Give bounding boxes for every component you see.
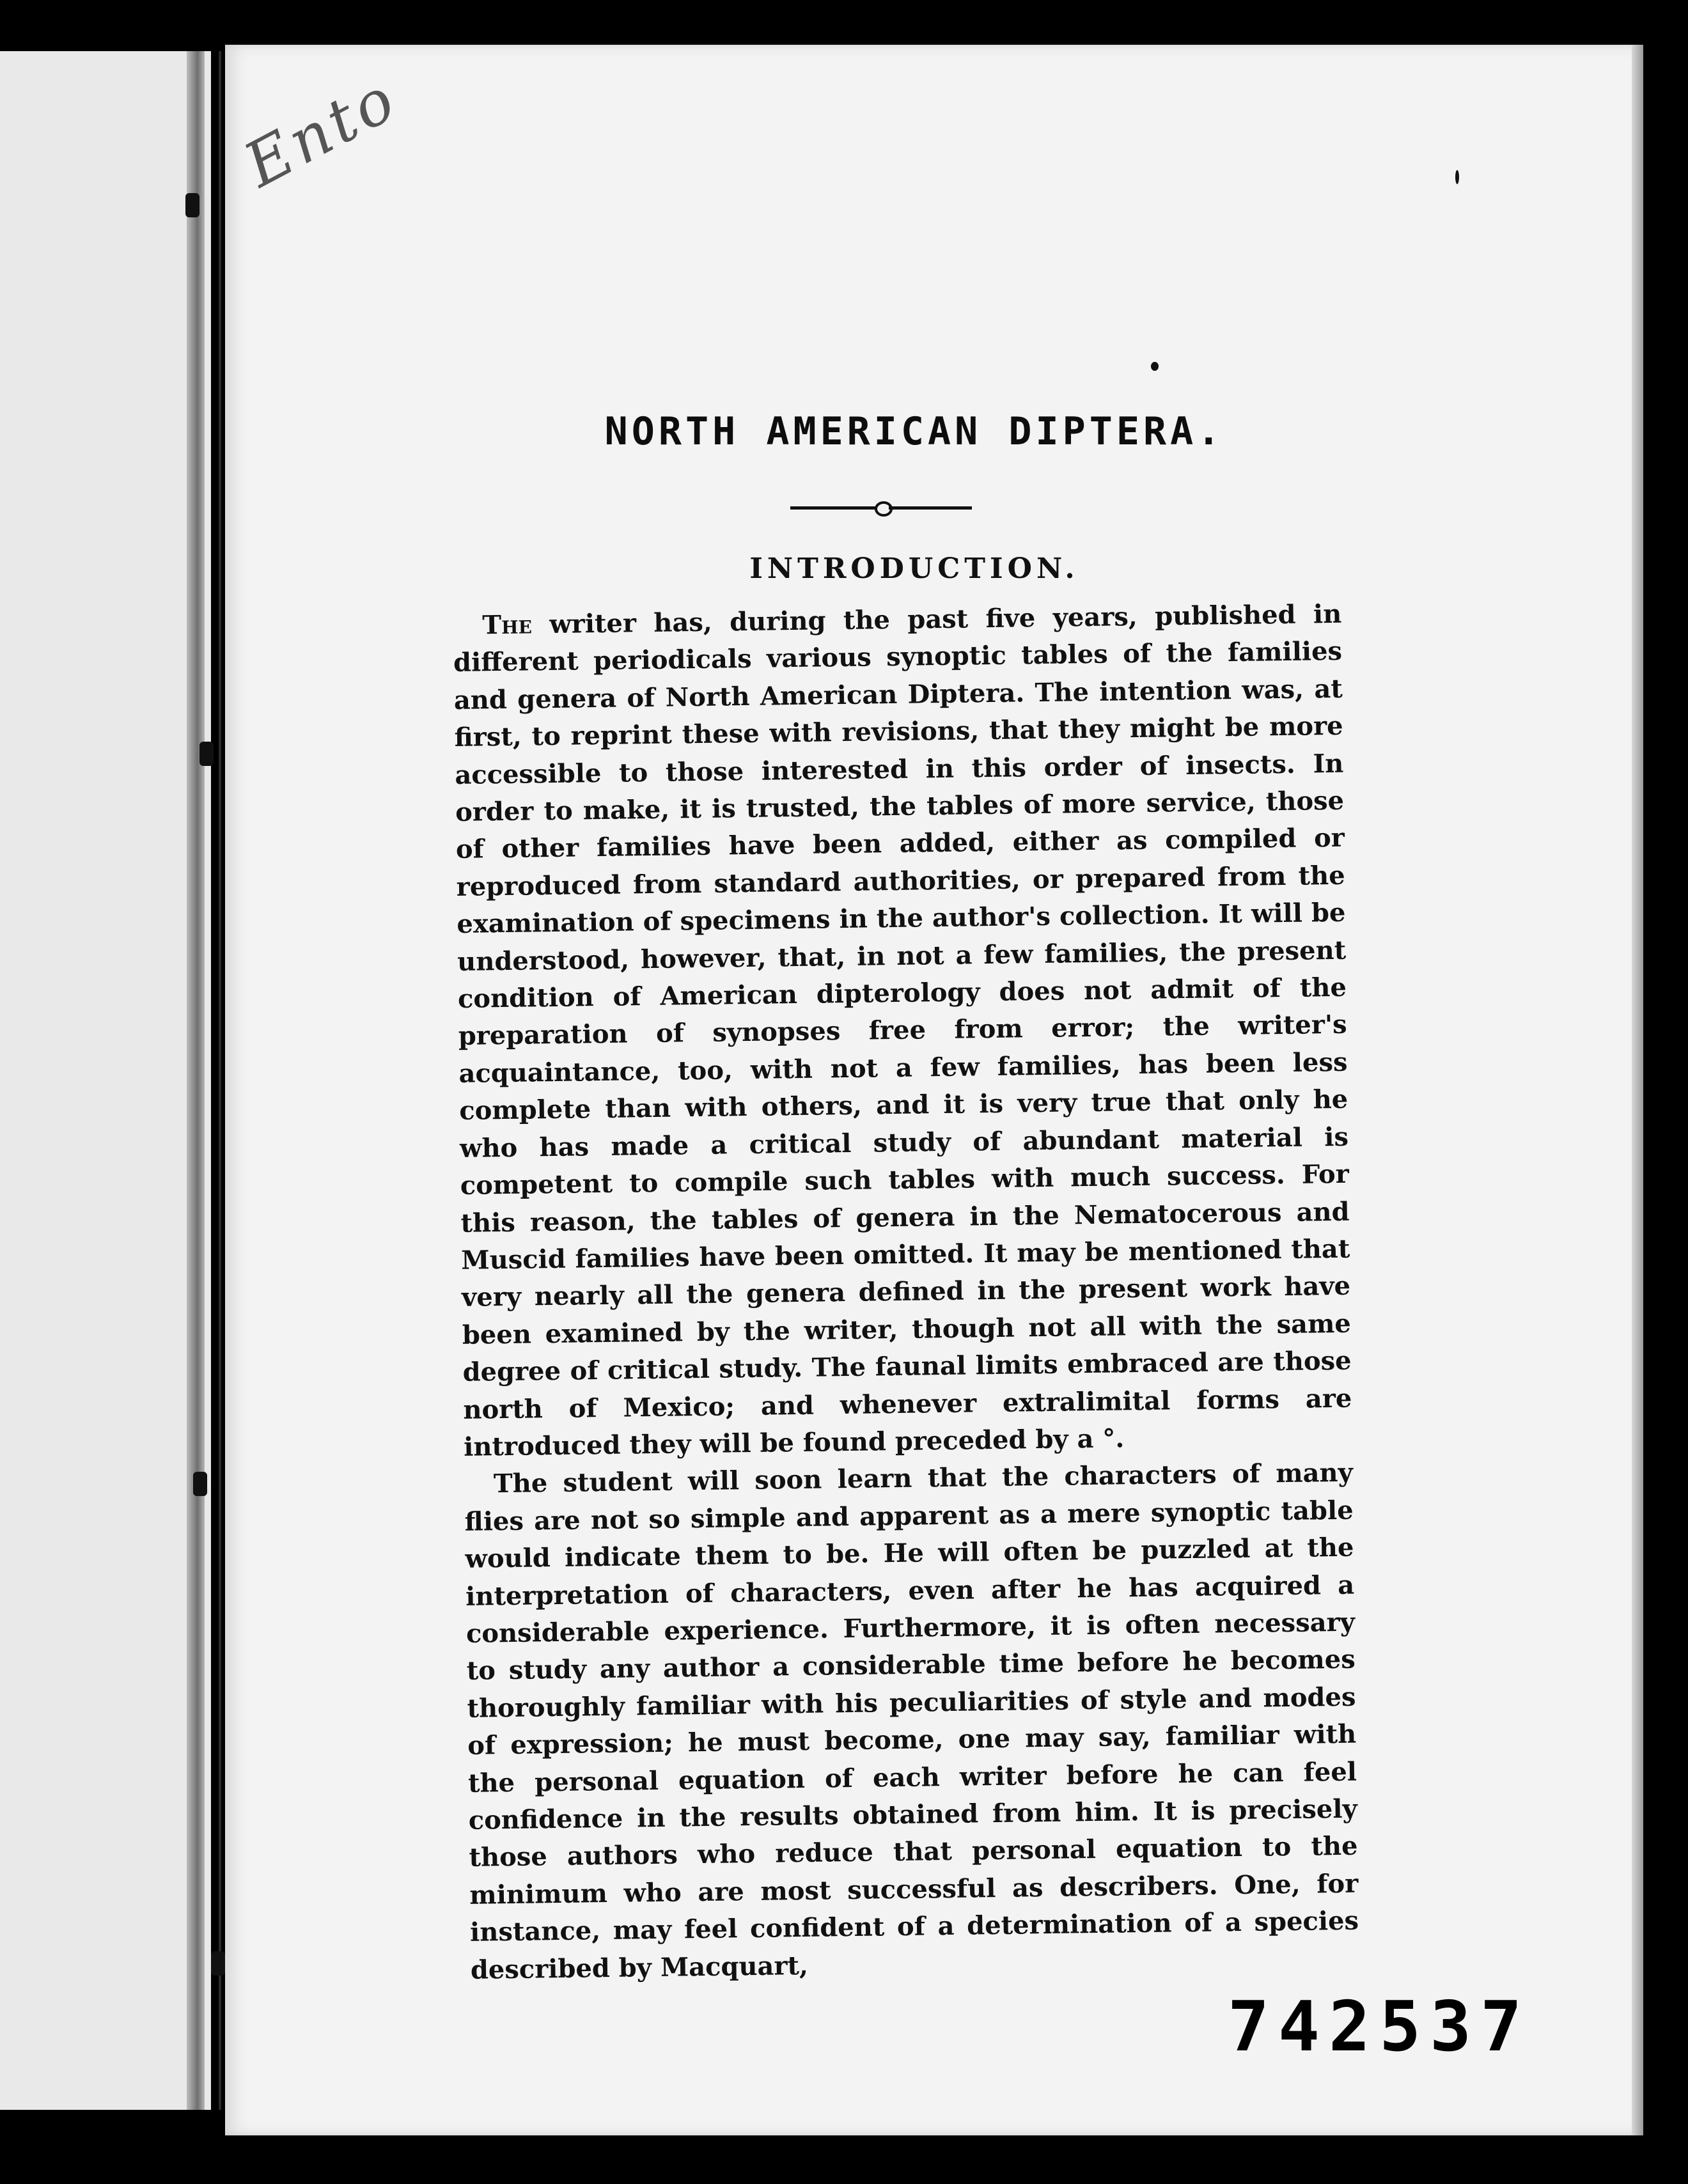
paragraph-lead: The [482, 609, 533, 641]
paragraph-2 [464, 1455, 1360, 1989]
ink-speck [1151, 362, 1159, 371]
binding-stitch [211, 1951, 225, 1976]
body-text [453, 596, 1359, 1989]
spine-line [219, 51, 221, 2110]
title-ornament-rule [790, 501, 972, 514]
binding-stitch [199, 742, 214, 766]
paragraph-1 [453, 596, 1352, 1466]
book-gutter [187, 51, 205, 2110]
ink-speck [1455, 170, 1459, 184]
catalog-number: 742537 [1228, 1987, 1531, 2067]
binding-stitch [185, 193, 199, 217]
paragraph-text: The student will soon learn that the characters of many flies are not so simple and apparent as a mere synoptic table would indicate them to be. He will often be puzzled at the interpretation of characters, even after he has acquired a considerable experience. Furthermore, it is often necessary to study any author a considerable time before he becomes thoroughly familiar with his peculiarities of style and modes of expression; he must become, one may say, familiar with the personal equation of each writer before he can feel confidence in the results obtained from him. It is precisely those authors who reduce that personal equation to the minimum who are most successful as describers. One, for instance, may feel confident of a determination of a species described by Macquart, [464, 1458, 1359, 1985]
paragraph-text: writer has, during the past five years, published in different periodicals various synoptic tables of the families and genera of North American Diptera. The intention was, at first, to reprint these with revisions, that they might be more accessible to those interested in this order of insects. In order to make, it is trusted, the tables of more service, those of other families have been added, either as compiled or reproduced from standard authorities, or prepared from the examination of specimens in the author's collection. It will be understood, however, that, in not a few families, the present condition of American dipterology does not admit of the preparation of synopses free from error; the writer's acquaintance, too, with not a few families, has been less complete than with others, and it is very true that only he who has made a critical study of abundant material is competent to compile such tables with much success. For this reason, the tables of genera in the Nematocerous and Muscid families have been omitted. It may be mentioned that very nearly all the genera defined in the present work have been examined by the writer, though not all with the same degree of critical study. The faunal limits embraced are those north of Mexico; and whenever extralimital forms are introduced they will be found preceded by a °. [453, 598, 1352, 1462]
handwritten-note: Ento [233, 62, 409, 201]
page-title: NORTH AMERICAN DIPTERA. [604, 409, 1224, 454]
facing-page-edge [0, 51, 211, 2110]
binding-stitch [193, 1472, 207, 1496]
section-heading: INTRODUCTION. [749, 552, 1079, 585]
page-edge [1632, 45, 1643, 2135]
